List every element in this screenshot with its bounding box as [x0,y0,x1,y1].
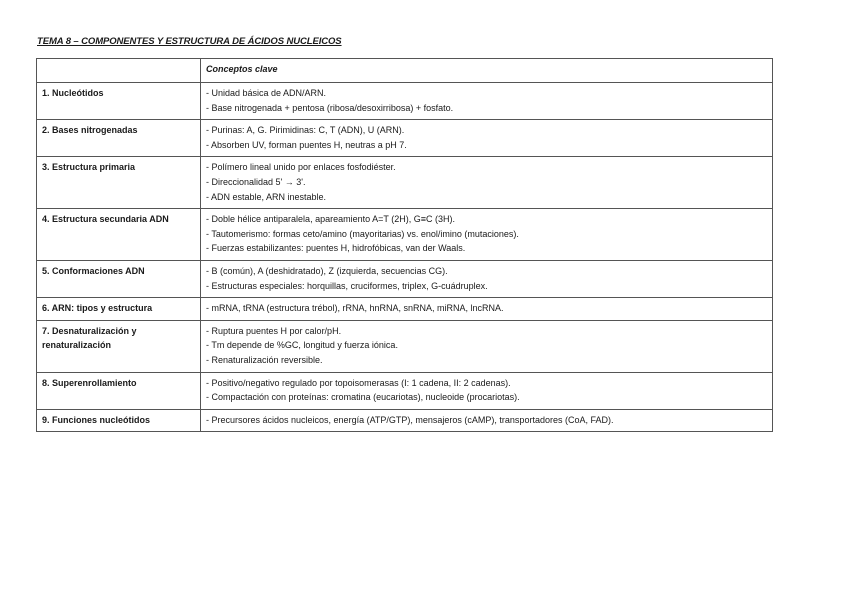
table-row [37,260,773,297]
concepts-cell [201,409,773,432]
topic-cell: 6. ARN: tipos y estructura [37,298,201,321]
concept-point: - Fuerzas estabilizantes: puentes H, hidrofóbicas, van der Waals. [206,243,466,254]
table-row [37,209,773,261]
topic-cell [37,320,201,372]
topic-cell: 2. Bases nitrogenadas [37,120,201,157]
concepts-cell [201,83,773,120]
concept-point: - ADN estable, ARN inestable. [206,191,327,202]
table-row [37,409,773,432]
concept-point: - Precursores ácidos nucleicos, energía (ATP/GTP), mensajeros (cAMP), transportadores (CoA, FAD). [206,414,614,425]
table-row [37,157,773,209]
concept-point: - Tautomerismo: formas ceto/amino (mayoritarias) vs. enol/imino (mutaciones). [206,228,519,239]
concept-point: - Base nitrogenada + pentosa (ribosa/desoxirribosa) + fosfato. [206,102,454,113]
table-row [37,320,773,372]
topic-line: renaturalización [42,340,112,351]
topic-cell: 5. Conformaciones ADN [37,260,201,297]
concept-point: - Purinas: A, G. Pirimidinas: C, T (ADN), U (ARN). [206,125,405,136]
concept-point: - mRNA, tRNA (estructura trébol), rRNA, hnRNA, snRNA, miRNA, lncRNA. [206,303,504,314]
table-row [37,83,773,120]
concepts-cell [201,298,773,321]
concept-point: - Direccionalidad 5' → 3'. [206,176,306,187]
concepts-cell [201,157,773,209]
topic-cell: 3. Estructura primaria [37,157,201,209]
topic-line: 7. Desnaturalización y [42,325,137,336]
concept-point: - Positivo/negativo regulado por topoisomerasas (I: 1 cadena, II: 2 cadenas). [206,377,511,388]
topic-cell: 1. Nucleótidos [37,83,201,120]
concepts-table [36,58,773,432]
document-title: TEMA 8 – COMPONENTES Y ESTRUCTURA DE ÁCIDOS NUCLEICOS [37,36,342,47]
table-header-row [37,59,773,83]
concepts-cell [201,260,773,297]
concept-point: - Compactación con proteínas: cromatina (eucariotas), nucleoide (procariotas). [206,392,520,403]
concept-point: - Doble hélice antiparalela, apareamiento A=T (2H), G≡C (3H). [206,214,455,225]
header-topic-cell [37,59,201,83]
concept-point: - Absorben UV, forman puentes H, neutras a pH 7. [206,139,407,150]
table-row [37,120,773,157]
concept-point: - B (común), A (deshidratado), Z (izquierda, secuencias CG). [206,265,448,276]
concepts-cell [201,209,773,261]
concept-point: - Unidad básica de ADN/ARN. [206,88,327,98]
topic-cell: 4. Estructura secundaria ADN [37,209,201,261]
concept-point: - Tm depende de %GC, longitud y fuerza iónica. [206,340,398,351]
concept-point: - Estructuras especiales: horquillas, cruciformes, triplex, G-cuádruplex. [206,280,488,291]
concept-point: - Ruptura puentes H por calor/pH. [206,325,342,336]
topic-cell: 9. Funciones nucleótidos [37,409,201,432]
concept-point: - Renaturalización reversible. [206,354,323,365]
header-concepts-cell: Conceptos clave [201,59,773,83]
concepts-cell [201,372,773,409]
concepts-cell [201,120,773,157]
table-row [37,298,773,321]
table-row [37,372,773,409]
concepts-cell [201,320,773,372]
concept-point: - Polímero lineal unido por enlaces fosfodiéster. [206,162,396,173]
topic-cell: 8. Superenrollamiento [37,372,201,409]
